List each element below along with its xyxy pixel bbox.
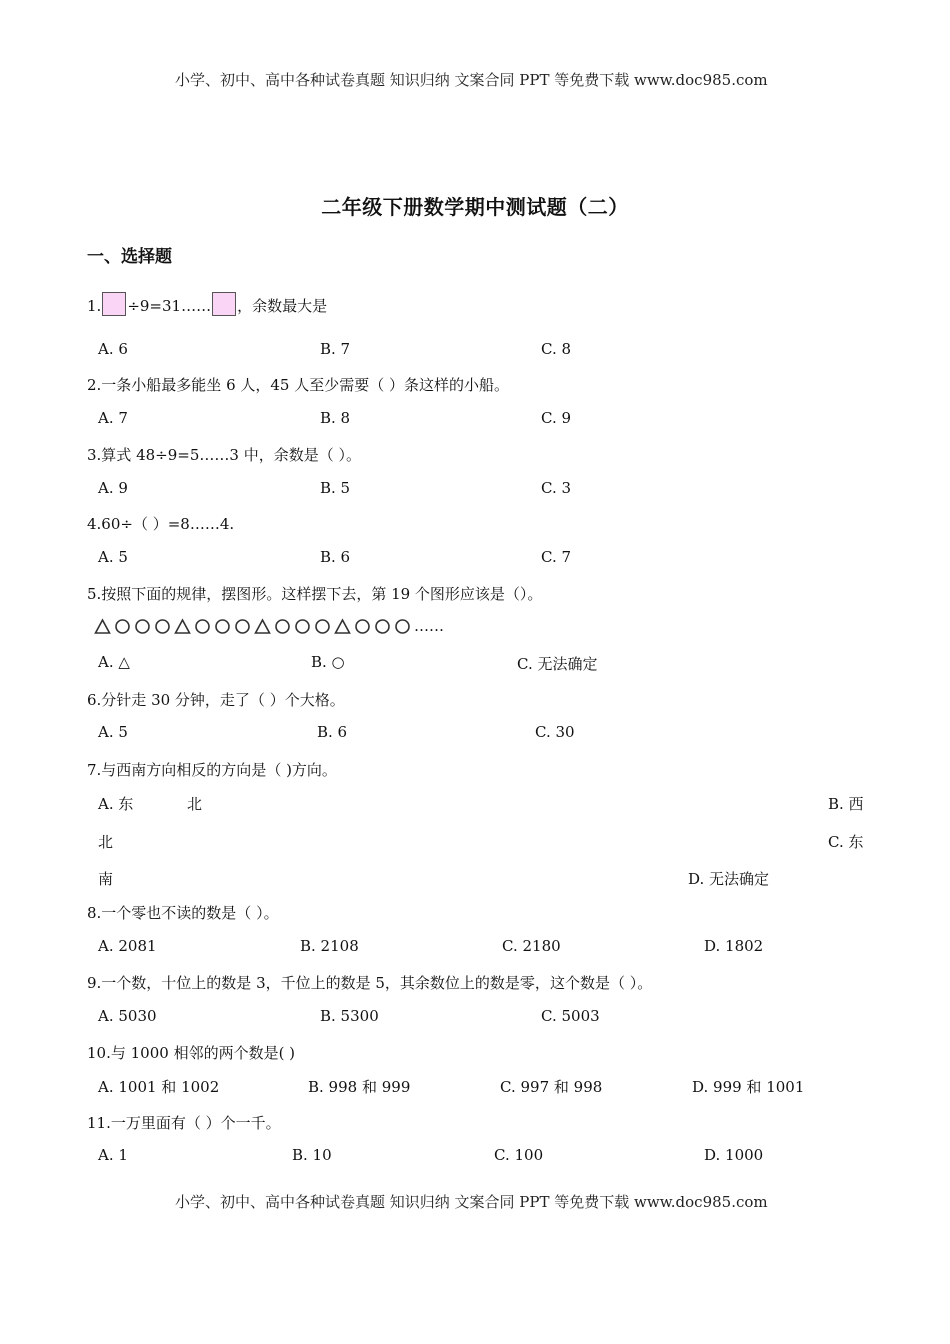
q11-option-c[interactable]: C. 100: [494, 1146, 544, 1164]
circle-icon: [114, 618, 131, 635]
q10-option-d[interactable]: D. 999 和 1001: [692, 1078, 805, 1096]
q8-option-a[interactable]: A. 2081: [98, 937, 157, 955]
section-heading: 一、选择题: [87, 247, 172, 267]
page-header: 小学、初中、高中各种试卷真题 知识归纳 文案合同 PPT 等免费下载 www.doc985.com: [175, 71, 768, 89]
q10-option-a[interactable]: A. 1001 和 1002: [98, 1078, 220, 1096]
circle-icon: [194, 618, 211, 635]
q2-option-b[interactable]: B. 8: [320, 409, 351, 427]
triangle-icon: [334, 618, 351, 635]
q10-option-b[interactable]: B. 998 和 999: [308, 1078, 411, 1096]
q7-option-c-cont: 南: [98, 870, 114, 888]
q7-option-b[interactable]: B. 西: [828, 795, 864, 813]
question-1: [87, 292, 327, 316]
q4-option-b[interactable]: B. 6: [320, 548, 351, 566]
q8-option-b[interactable]: B. 2108: [300, 937, 359, 955]
question-1-suffix: ，余数最大是: [237, 297, 328, 315]
q11-option-d[interactable]: D. 1000: [704, 1146, 764, 1164]
circle-icon: [154, 618, 171, 635]
q3-option-b[interactable]: B. 5: [320, 479, 351, 497]
circle-icon: [134, 618, 151, 635]
q1-option-a[interactable]: A. 6: [98, 340, 128, 358]
q6-option-c[interactable]: C. 30: [535, 723, 575, 741]
q10-option-c[interactable]: C. 997 和 998: [500, 1078, 603, 1096]
question-8: 8.一个零也不读的数是（ ）。: [87, 904, 279, 922]
q11-option-b[interactable]: B. 10: [292, 1146, 332, 1164]
q7-option-d[interactable]: D. 无法确定: [688, 870, 770, 888]
q9-option-a[interactable]: A. 5030: [98, 1007, 157, 1025]
q8-option-d[interactable]: D. 1802: [704, 937, 764, 955]
q6-option-b[interactable]: B. 6: [317, 723, 348, 741]
circle-icon: [294, 618, 311, 635]
question-3: 3.算式 48÷9=5……3 中，余数是（ ）。: [87, 446, 361, 464]
q5-option-b[interactable]: B. ○: [311, 653, 345, 671]
question-5: 5.按照下面的规律，摆图形。这样摆下去，第 19 个图形应该是（）。: [87, 585, 543, 603]
blank-box: [212, 292, 236, 316]
q3-option-c[interactable]: C. 3: [541, 479, 572, 497]
q2-option-c[interactable]: C. 9: [541, 409, 572, 427]
q7-option-a-cont: 北: [187, 795, 203, 813]
circle-icon: [234, 618, 251, 635]
circle-icon: [274, 618, 291, 635]
q7-option-c[interactable]: C. 东: [828, 833, 864, 851]
q5-option-a[interactable]: A. △: [98, 653, 130, 671]
q11-option-a[interactable]: A. 1: [98, 1146, 128, 1164]
triangle-icon: [174, 618, 191, 635]
q9-option-b[interactable]: B. 5300: [320, 1007, 379, 1025]
q7-option-a[interactable]: A. 东: [98, 795, 134, 813]
circle-icon: [354, 618, 371, 635]
question-4: 4.60÷（ ）=8……4.: [87, 515, 235, 533]
q2-option-a[interactable]: A. 7: [98, 409, 128, 427]
question-1-prefix: 1.: [87, 297, 102, 315]
q1-option-c[interactable]: C. 8: [541, 340, 572, 358]
question-10: 10.与 1000 相邻的两个数是( ): [87, 1044, 296, 1062]
circle-icon: [374, 618, 391, 635]
q6-option-a[interactable]: A. 5: [98, 723, 128, 741]
pattern-ellipsis: ……: [414, 617, 444, 635]
triangle-icon: [254, 618, 271, 635]
triangle-icon: [94, 618, 111, 635]
q9-option-c[interactable]: C. 5003: [541, 1007, 600, 1025]
question-11: 11.一万里面有（ ）个一千。: [87, 1114, 281, 1132]
q4-option-a[interactable]: A. 5: [98, 548, 128, 566]
q4-option-c[interactable]: C. 7: [541, 548, 572, 566]
circle-icon: [214, 618, 231, 635]
q3-option-a[interactable]: A. 9: [98, 479, 128, 497]
q1-option-b[interactable]: B. 7: [320, 340, 351, 358]
q8-option-c[interactable]: C. 2180: [502, 937, 561, 955]
question-2: 2.一条小船最多能坐 6 人，45 人至少需要（ ）条这样的小船。: [87, 376, 510, 394]
page-title: 二年级下册数学期中测试题（二）: [321, 195, 629, 219]
question-9: 9.一个数，十位上的数是 3，千位上的数是 5，其余数位上的数是零，这个数是（ ）。: [87, 974, 653, 992]
page-footer: 小学、初中、高中各种试卷真题 知识归纳 文案合同 PPT 等免费下载 www.doc985.com: [175, 1193, 768, 1211]
circle-icon: [314, 618, 331, 635]
circle-icon: [394, 618, 411, 635]
blank-box: [102, 292, 126, 316]
question-6: 6.分针走 30 分钟，走了（ ）个大格。: [87, 691, 345, 709]
question-1-middle: ÷9=31……: [127, 297, 212, 315]
q5-option-c[interactable]: C. 无法确定: [517, 655, 598, 673]
q7-option-b-cont: 北: [98, 833, 114, 851]
question-7: 7.与西南方向相反的方向是（ )方向。: [87, 761, 337, 779]
shape-pattern: [94, 617, 444, 635]
